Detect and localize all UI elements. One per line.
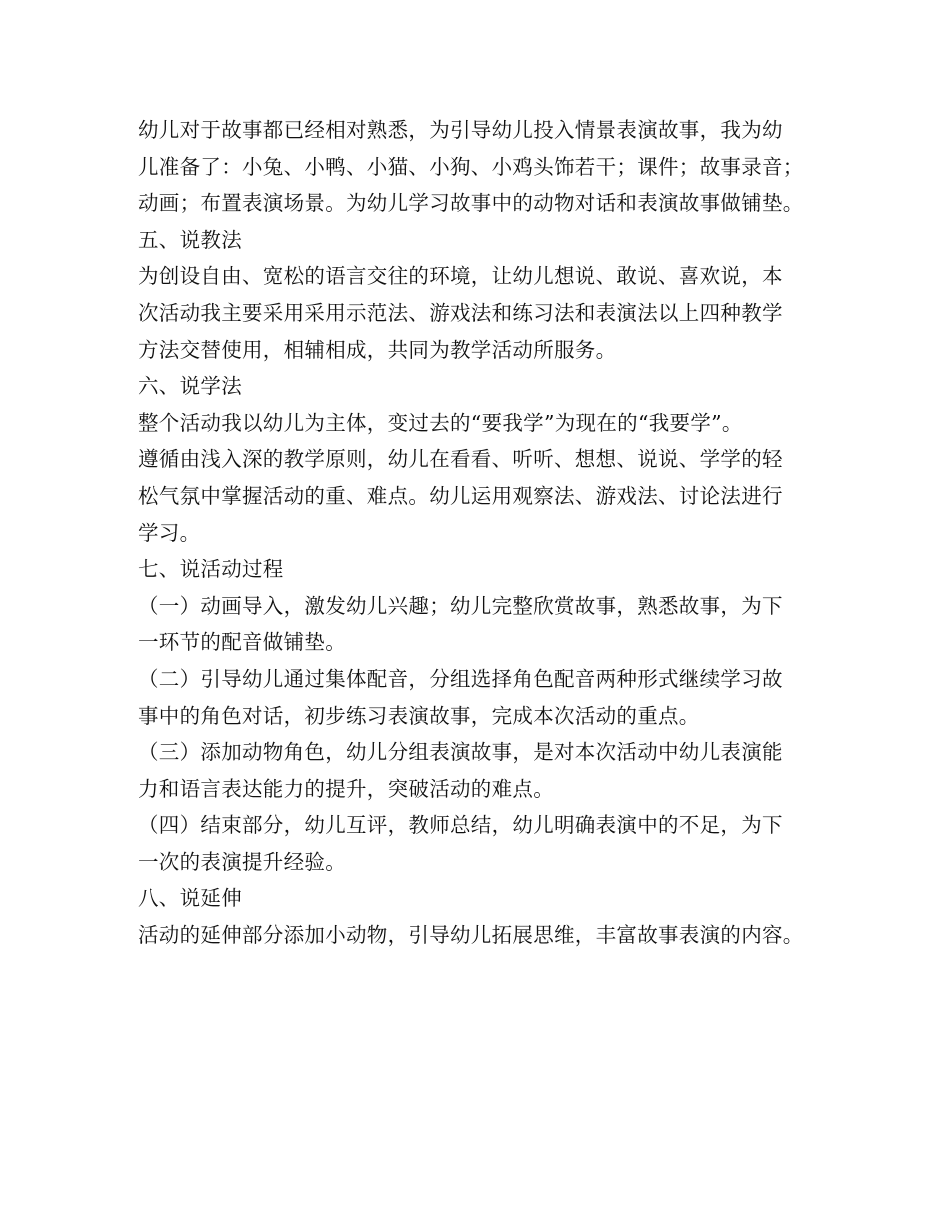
body-text-line: （三）添加动物角色，幼儿分组表演故事，是对本次活动中幼儿表演能 [138, 740, 783, 765]
body-text-line: 事中的角色对话，初步练习表演故事，完成本次活动的重点。 [138, 703, 700, 728]
section-heading: 五、说教法 [138, 227, 242, 252]
body-text-line: 力和语言表达能力的提升，突破活动的难点。 [138, 776, 554, 801]
body-text-line: 儿准备了：小兔、小鸭、小猫、小狗、小鸡头饰若干；课件；故事录音； [138, 154, 804, 179]
body-text-line: 方法交替使用，相辅相成，共同为教学活动所服务。 [138, 337, 617, 362]
body-text-line: 整个活动我以幼儿为主体，变过去的“要我学”为现在的“我要学”。 [138, 410, 743, 435]
body-text-line: 次活动我主要采用采用示范法、游戏法和练习法和表演法以上四种教学 [138, 300, 783, 325]
body-text-line: 动画；布置表演场景。为幼儿学习故事中的动物对话和表演故事做铺垫。 [138, 191, 804, 216]
body-text-line: 学习。 [138, 520, 201, 545]
body-text-line: （四）结束部分，幼儿互评，教师总结，幼儿明确表演中的不足，为下 [138, 813, 783, 838]
body-text-line: 一环节的配音做铺垫。 [138, 630, 346, 655]
body-text-line: 活动的延伸部分添加小动物，引导幼儿拓展思维，丰富故事表演的内容。 [138, 923, 804, 948]
body-text-line: （一）动画导入，激发幼儿兴趣；幼儿完整欣赏故事，熟悉故事，为下 [138, 593, 783, 618]
body-text-line: 一次的表演提升经验。 [138, 849, 346, 874]
body-text-line: 为创设自由、宽松的语言交往的环境，让幼儿想说、敢说、喜欢说，本 [138, 264, 783, 289]
body-text-line: （二）引导幼儿通过集体配音，分组选择角色配音两种形式继续学习故 [138, 666, 783, 691]
document-body [138, 112, 838, 954]
body-text-line: 松气氛中掌握活动的重、难点。幼儿运用观察法、游戏法、讨论法进行 [138, 483, 783, 508]
section-heading: 八、说延伸 [138, 886, 242, 911]
section-heading: 六、说学法 [138, 374, 242, 399]
body-text-line: 幼儿对于故事都已经相对熟悉，为引导幼儿投入情景表演故事，我为幼 [138, 118, 783, 142]
body-text-line: 遵循由浅入深的教学原则，幼儿在看看、听听、想想、说说、学学的轻 [138, 447, 783, 472]
section-heading: 七、说活动过程 [138, 557, 284, 582]
